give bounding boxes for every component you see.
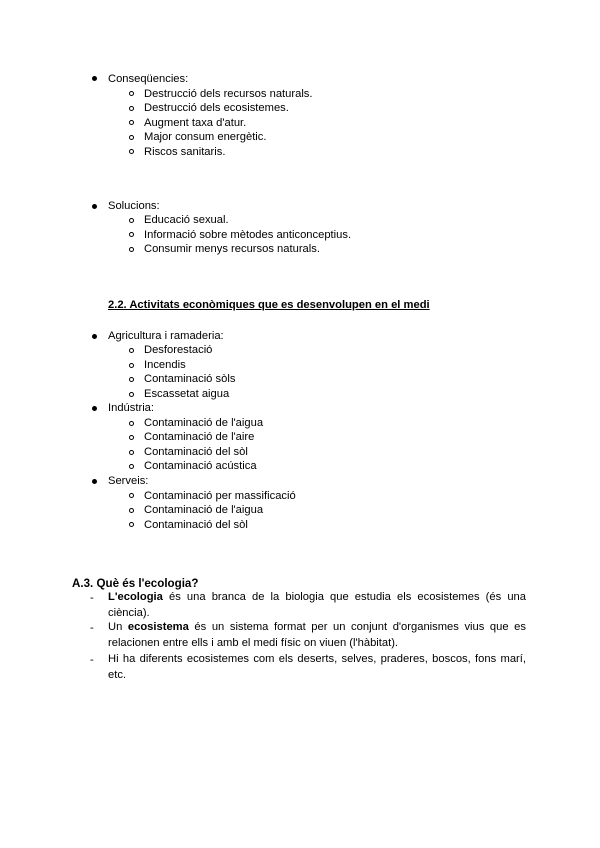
list-item: Contaminació de l'aire — [144, 431, 255, 443]
paragraph — [108, 620, 526, 651]
dash-marker: - — [90, 654, 94, 666]
bullet-circle — [129, 522, 134, 527]
bullet-circle — [129, 232, 134, 237]
paragraph-text: és una branca de la biologia que estudia els ecosistemes (és una ciència). — [108, 591, 526, 619]
bold-term: ecosistema — [127, 621, 189, 633]
list-item: Informació sobre mètodes anticonceptius. — [144, 229, 352, 241]
bullet-circle — [129, 392, 134, 397]
bullet-circle — [129, 106, 134, 111]
bullet-dot — [92, 76, 97, 81]
bullet-circle — [129, 435, 134, 440]
bullet-circle — [129, 135, 134, 140]
list-item: Destrucció dels ecosistemes. — [144, 102, 289, 114]
solutions-label: Solucions: — [108, 200, 160, 212]
dash-marker: - — [90, 622, 94, 634]
bullet-circle — [129, 120, 134, 125]
list-item: Augment taxa d'atur. — [144, 117, 247, 129]
list-item: Incendis — [144, 359, 186, 371]
list-item: Contaminació sòls — [144, 373, 236, 385]
list-item: Contaminació per massificació — [144, 490, 296, 502]
paragraph: Hi ha diferents ecosistemes com els deserts, selves, praderes, boscos, fons marí, etc. — [108, 653, 526, 681]
bullet-circle — [129, 247, 134, 252]
bold-term: L'ecologia — [108, 591, 163, 603]
list-item: Major consum energètic. — [144, 131, 267, 143]
paragraph-prefix: Un — [108, 621, 128, 633]
bullet-circle — [129, 421, 134, 426]
list-item: Contaminació de l'aigua — [144, 504, 264, 516]
paragraph-text: és un sistema format per un conjunt d'organismes vius que es relacionen entre ells i amb el medi físic on viuen (l'hàbitat). — [108, 621, 526, 649]
bullet-circle — [129, 348, 134, 353]
bullet-dot — [92, 406, 97, 411]
group-label: Agricultura i ramaderia: — [108, 330, 224, 342]
bullet-dot — [92, 479, 97, 484]
list-item: Contaminació acústica — [144, 460, 257, 472]
bullet-circle — [129, 149, 134, 154]
section-title: A.3. Què és l'ecologia? — [72, 577, 199, 590]
bullet-circle — [129, 493, 134, 498]
list-item: Consumir menys recursos naturals. — [144, 243, 320, 255]
bullet-circle — [129, 218, 134, 223]
paragraph — [108, 590, 526, 621]
bullet-dot — [92, 334, 97, 339]
list-item: Riscos sanitaris. — [144, 146, 226, 158]
bullet-circle — [129, 363, 134, 368]
list-item: Destrucció dels recursos naturals. — [144, 88, 313, 100]
section-heading: 2.2. Activitats econòmiques que es desenvolupen en el medi — [108, 299, 430, 311]
group-label: Indústria: — [108, 402, 155, 414]
group-label: Serveis: — [108, 475, 149, 487]
bullet-circle — [129, 377, 134, 382]
bullet-circle — [129, 91, 134, 96]
bullet-circle — [129, 508, 134, 513]
dash-marker: - — [90, 592, 94, 604]
bullet-circle — [129, 450, 134, 455]
bullet-dot — [92, 204, 97, 209]
list-item: Desforestació — [144, 344, 213, 356]
list-item: Educació sexual. — [144, 214, 229, 226]
list-item: Contaminació del sòl — [144, 519, 248, 531]
list-item: Contaminació del sòl — [144, 446, 248, 458]
consequences-label: Conseqüencies: — [108, 73, 189, 85]
bullet-circle — [129, 464, 134, 469]
list-item: Contaminació de l'aigua — [144, 417, 264, 429]
list-item: Escassetat aigua — [144, 388, 230, 400]
